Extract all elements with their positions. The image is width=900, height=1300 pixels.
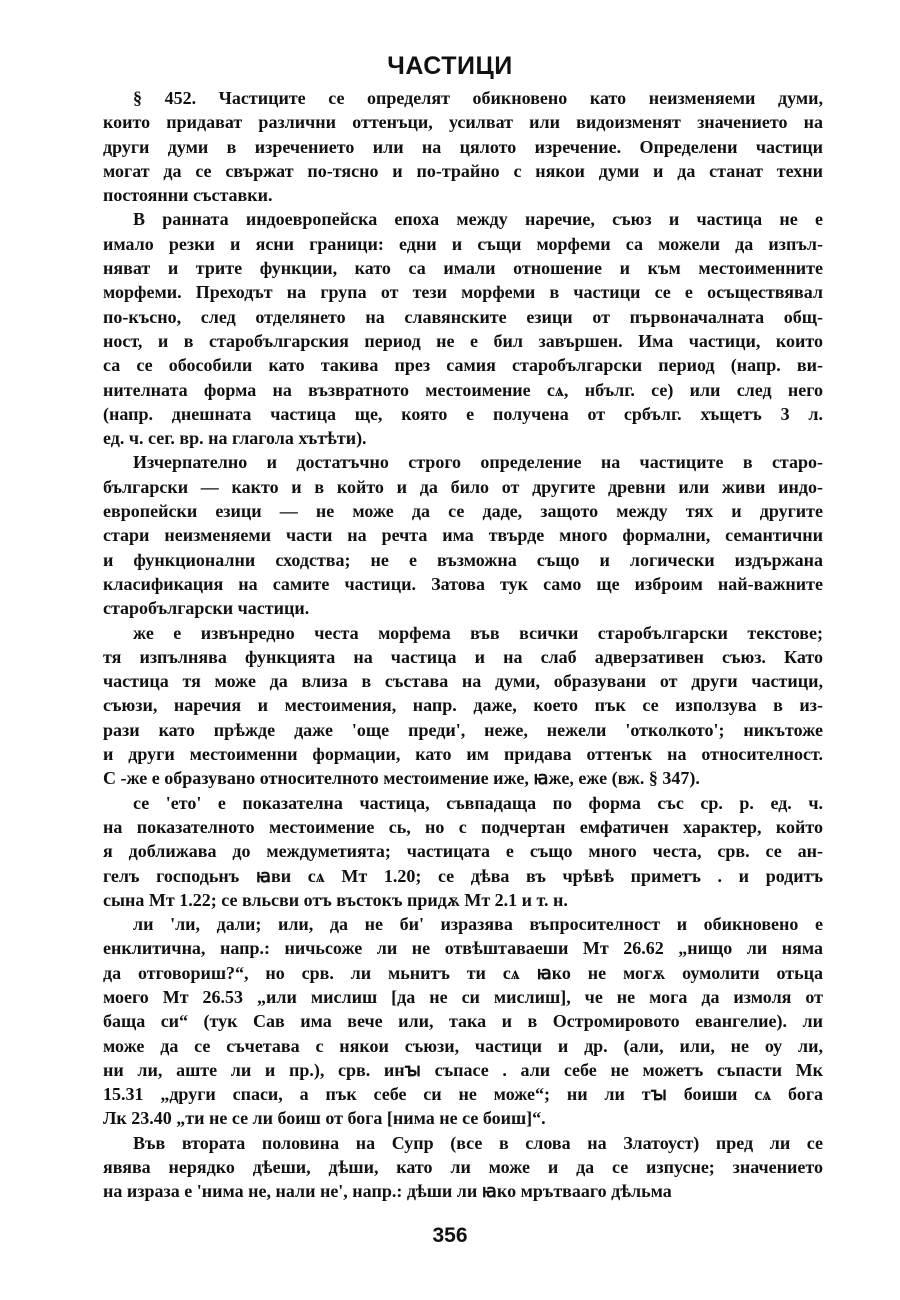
paragraph — [103, 1131, 823, 1204]
text-line: по-късно, след отделянето на славянските езици от първоначалната общ- — [103, 306, 823, 327]
text-line: постоянни съставки. — [103, 185, 273, 206]
text-line: С -же е образувано относителното местоимение иже, ꙗже, еже (вж. § 347). — [103, 768, 700, 789]
text-line: ни ли, аште ли и пр.), срв. инꙑ съпасе . али себе не можетъ съпасти Мк — [103, 1059, 823, 1080]
text-line: съюзи, наречия и местоимения, напр. даже, което пък се използува в из- — [103, 695, 823, 716]
body-text — [103, 86, 823, 1204]
page-number: 356 — [432, 1224, 468, 1247]
text-line: моего Мт 26.53 „или мислиш [да не си мислиш], че не мога да измоля от — [103, 986, 823, 1007]
text-line: класификация на самите частици. Затова тук само ще изброим най-важните — [103, 573, 823, 594]
text-line: европейски езици — не може да се даде, защото между тях и другите — [103, 501, 823, 522]
text-line: и функционални сходства; не е възможна също и логически издържана — [103, 549, 823, 570]
text-line: и други местоименни формации, като им придава оттенък на относителност. — [103, 744, 823, 765]
text-line: рази като прѣжде даже 'още преди', неже, нежели 'отколкото'; никътоже — [103, 719, 823, 740]
text-line: 15.31 „други спаси, а пък себе си не може“; ни ли тꙑ боиши сѧ бога — [103, 1084, 823, 1105]
page-title: ЧАСТИЦИ — [387, 52, 513, 80]
text-line: сына Мт 1.22; се вльсви отъ въстокъ придѫ Мт 2.1 и т. н. — [103, 889, 568, 910]
text-line: може да се съчетава с някои съюзи, частици и др. (али, или, не оу ли, — [103, 1035, 823, 1056]
text-line: да отговориш?“, но срв. ли мьнитъ ти сѧ ꙗко не могѫ оумолити отьца — [103, 962, 823, 983]
text-line: на израза е 'нима не, нали не', напр.: дѣши ли ꙗко мрътвааго дѣльма — [103, 1181, 672, 1202]
text-line: Лк 23.40 „ти не се ли боиш от бога [нима не се боиш]“. — [103, 1108, 546, 1129]
text-line: нителната форма на възвратното местоимение сѧ, нбълг. се) или след него — [103, 379, 823, 400]
text-line: енклитична, напр.: ничьсоже ли не отвѣштаваеши Мт 26.62 „нищо ли няма — [103, 938, 823, 959]
text-line: могат да се свържат по-тясно и по-трайно с някои думи и да станат техни — [103, 160, 823, 181]
text-line: гелъ господьнъ ꙗви сѧ Мт 1.20; се дѣва въ чрѣвѣ приметъ . и родитъ — [103, 865, 823, 886]
text-line: ност, и в старобългарския период не е бил завършен. Има частици, които — [103, 330, 823, 351]
paragraph — [103, 912, 823, 1131]
paragraph — [103, 207, 823, 450]
paragraph — [103, 621, 823, 791]
text-line: са се обособили като такива през самия старобългарски период (напр. ви- — [103, 355, 823, 376]
text-line: други думи в изречението или на цялото изречение. Определени частици — [103, 136, 823, 157]
text-line: (напр. днешната частица ще, която е получена от србълг. хъщетъ 3 л. — [103, 403, 823, 424]
paragraph — [103, 450, 823, 620]
text-line: частица тя може да влиза в състава на думи, образувани от други частици, — [103, 671, 823, 692]
text-line: Изчерпателно и достатъчно строго определение на частиците в старо- — [133, 452, 823, 473]
text-line: я доближава до междуметията; частицата е също много честа, срв. се ан- — [103, 841, 823, 862]
text-line: които придават различни оттенъци, усилват или видоизменят значението на — [103, 112, 823, 133]
text-line: имало резки и ясни граници: едни и същи морфеми са можели да изпъл- — [103, 233, 823, 254]
text-line: В ранната индоевропейска епоха между наречие, съюз и частица не е — [133, 209, 823, 230]
paragraph — [103, 86, 823, 207]
text-line: няват и трите функции, като са имали отношение и към местоименните — [103, 258, 823, 279]
text-line: на показателното местоимение сь, но с подчертан емфатичен характер, който — [103, 816, 823, 837]
text-line: ли 'ли, дали; или, да не би' изразява въпросителност и обикновено е — [133, 914, 823, 935]
text-line: § 452. Частиците се определят обикновено като неизменяеми думи, — [133, 88, 823, 108]
paragraph — [103, 791, 823, 912]
text-line: морфеми. Преходът на група от тези морфеми в частици се е осъществявал — [103, 282, 823, 303]
text-line: Във втората половина на Супр (все в слова на Златоуст) пред ли се — [133, 1132, 823, 1153]
text-line: же е извънредно честа морфема във всички старобългарски текстове; — [133, 622, 823, 643]
text-line: български — както и в който и да било от другите древни или живи индо- — [103, 476, 823, 497]
text-line: ед. ч. сег. вр. на глагола хътѣти). — [103, 428, 367, 449]
text-line: тя изпълнява функцията на частица и на слаб адверзативен съюз. Като — [103, 646, 823, 667]
text-line: баща си“ (тук Сав има вече или, така и в Остромировото евангелие). ли — [103, 1011, 823, 1032]
text-line: се 'ето' е показателна частица, съвпадаща по форма със ср. р. ед. ч. — [133, 792, 823, 813]
text-line: стари неизменяеми части на речта има твърде много формални, семантични — [103, 525, 823, 546]
text-line: старобългарски частици. — [103, 598, 310, 619]
text-line: явява нерядко дѣеши, дѣши, като ли може и да се изпусне; значението — [103, 1157, 823, 1178]
